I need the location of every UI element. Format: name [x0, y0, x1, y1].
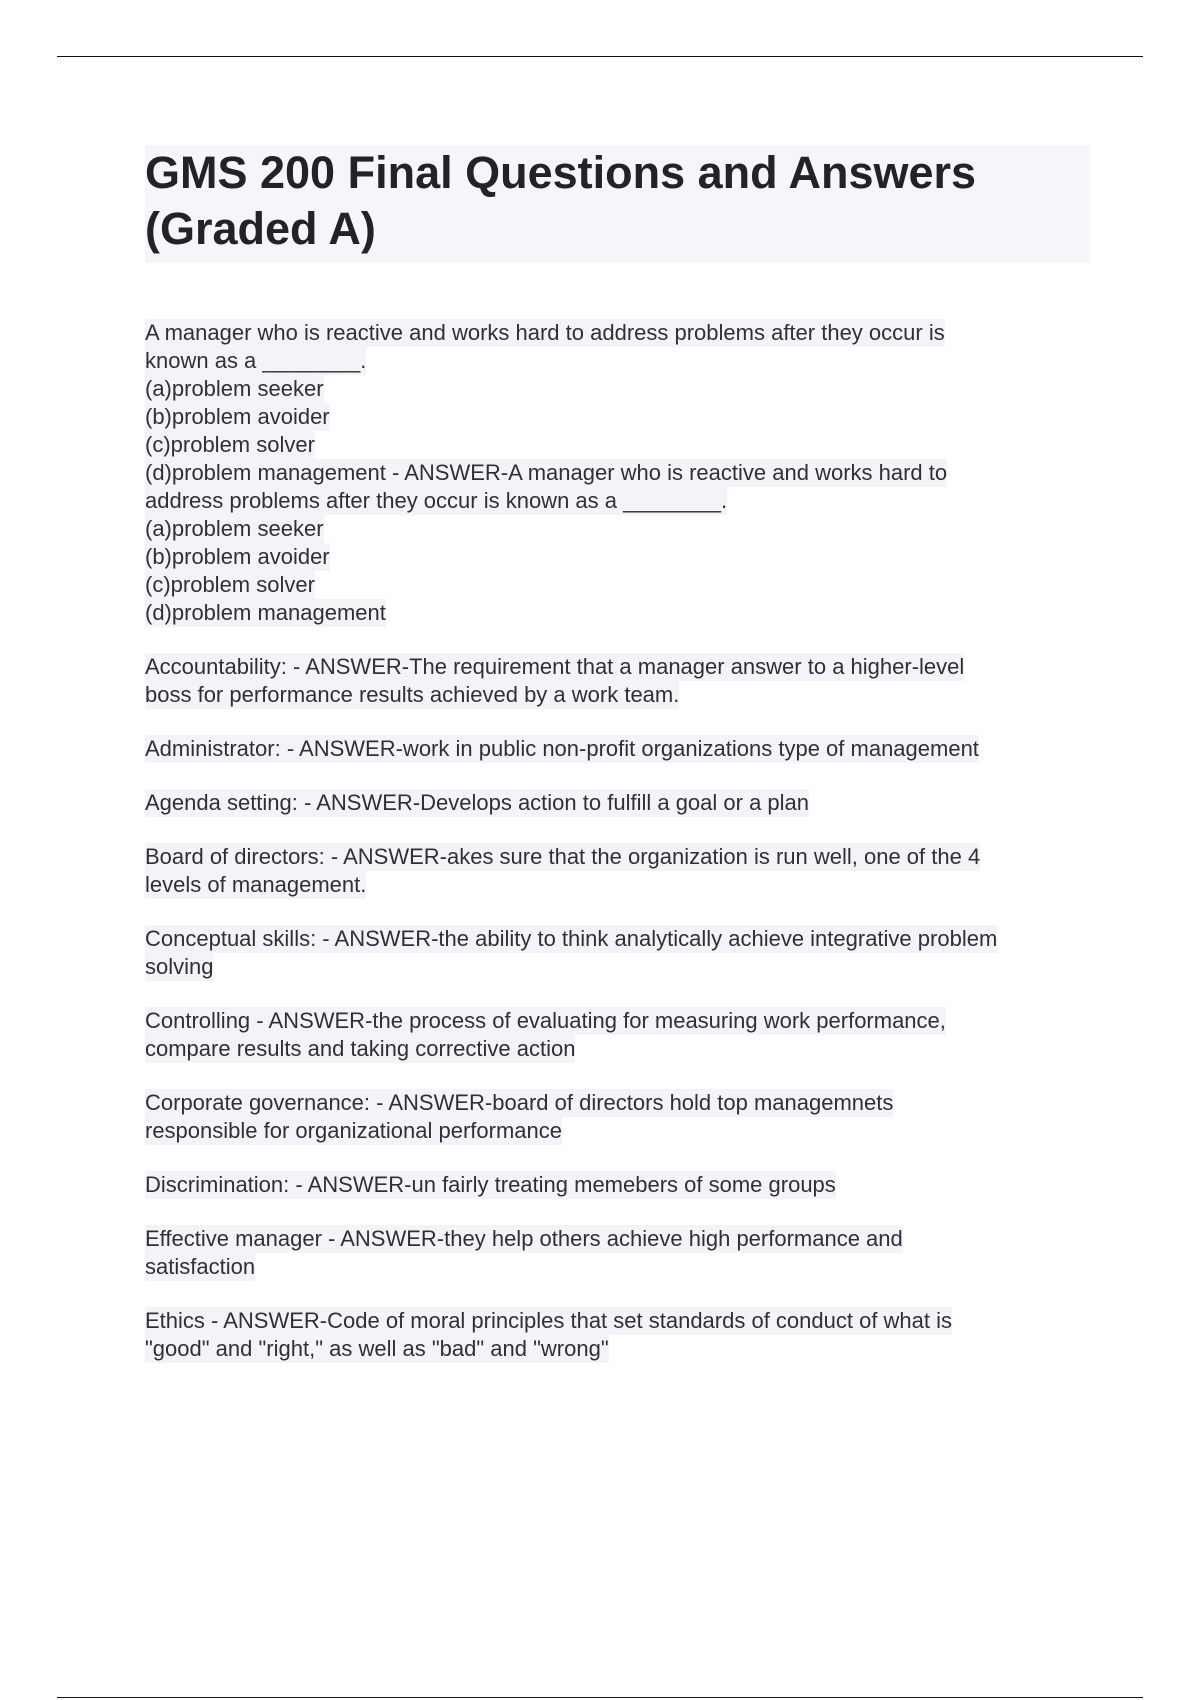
qa-text-line: (c)problem solver	[145, 572, 315, 597]
qa-text-line: Administrator: - ANSWER-work in public non-profit organizations type of management	[145, 736, 979, 761]
qa-entry-corporate-governance	[145, 1089, 1090, 1145]
qa-text-line: compare results and taking corrective action	[145, 1036, 576, 1061]
qa-text-line: (b)problem avoider	[145, 404, 330, 429]
qa-text-line: (a)problem seeker	[145, 376, 324, 401]
title-line: GMS 200 Final Questions and Answers	[145, 147, 977, 198]
qa-text-line: A manager who is reactive and works hard to address problems after they occur is	[145, 320, 945, 345]
qa-entry-agenda-setting	[145, 789, 1090, 817]
qa-row	[145, 1035, 1090, 1063]
qa-row	[145, 375, 1090, 403]
qa-text-line: "good" and "right," as well as "bad" and "wrong"	[145, 1336, 609, 1361]
qa-row	[145, 1117, 1090, 1145]
qa-text-line: (c)problem solver	[145, 432, 315, 457]
qa-text-line: Agenda setting: - ANSWER-Develops action to fulfill a goal or a plan	[145, 790, 810, 815]
qa-text-line: solving	[145, 954, 214, 979]
qa-row	[145, 1225, 1090, 1253]
qa-row	[145, 1335, 1090, 1363]
title-line: (Graded A)	[145, 203, 376, 254]
qa-row	[145, 653, 1090, 681]
qa-row	[145, 487, 1090, 515]
qa-row	[145, 953, 1090, 981]
qa-text-line: satisfaction	[145, 1254, 256, 1279]
qa-text-line: (a)problem seeker	[145, 516, 324, 541]
qa-row	[145, 403, 1090, 431]
qa-text-line: (b)problem avoider	[145, 544, 330, 569]
top-rule	[57, 56, 1143, 57]
qa-row	[145, 431, 1090, 459]
qa-entry-discrimination	[145, 1171, 1090, 1199]
qa-entry-administrator	[145, 735, 1090, 763]
qa-text-line: responsible for organizational performance	[145, 1118, 563, 1143]
qa-text-line: Ethics - ANSWER-Code of moral principles that set standards of conduct of what is	[145, 1308, 953, 1333]
qa-text-line: levels of management.	[145, 872, 367, 897]
qa-text-line: boss for performance results achieved by a work team.	[145, 682, 680, 707]
qa-text-line: Controlling - ANSWER-the process of evaluating for measuring work performance,	[145, 1008, 946, 1033]
qa-row	[145, 1089, 1090, 1117]
qa-entry-conceptual-skills	[145, 925, 1090, 981]
qa-row	[145, 599, 1090, 627]
bottom-rule	[57, 1697, 1143, 1698]
qa-row	[145, 681, 1090, 709]
qa-row	[145, 871, 1090, 899]
qa-row	[145, 925, 1090, 953]
qa-entry-ethics	[145, 1307, 1090, 1363]
qa-text-line: Corporate governance: - ANSWER-board of directors hold top managemnets	[145, 1090, 894, 1115]
qa-row	[145, 543, 1090, 571]
title-block	[145, 145, 1090, 263]
qa-row	[145, 1171, 1090, 1199]
qa-entry-board-of-directors	[145, 843, 1090, 899]
qa-text-line: known as a ________.	[145, 348, 367, 373]
qa-entry-effective-manager	[145, 1225, 1090, 1281]
qa-text-line: Conceptual skills: - ANSWER-the ability to think analytically achieve integrative problem	[145, 926, 998, 951]
qa-text-line: (d)problem management	[145, 600, 386, 625]
qa-row	[145, 319, 1090, 347]
document-body	[145, 145, 1090, 1389]
qa-list	[145, 319, 1090, 1363]
qa-entry-q1	[145, 319, 1090, 627]
qa-text-line: address problems after they occur is known as a ________.	[145, 488, 728, 513]
qa-text-line: Accountability: - ANSWER-The requirement that a manager answer to a higher-level	[145, 654, 965, 679]
qa-text-line: Effective manager - ANSWER-they help others achieve high performance and	[145, 1226, 903, 1251]
qa-row	[145, 459, 1090, 487]
qa-text-line: Board of directors: - ANSWER-akes sure that the organization is run well, one of the 4	[145, 844, 981, 869]
qa-entry-accountability	[145, 653, 1090, 709]
qa-row	[145, 789, 1090, 817]
qa-row	[145, 1307, 1090, 1335]
qa-text-line: (d)problem management - ANSWER-A manager who is reactive and works hard to	[145, 460, 948, 485]
document-title	[145, 145, 1090, 257]
qa-row	[145, 843, 1090, 871]
qa-row	[145, 515, 1090, 543]
qa-row	[145, 1007, 1090, 1035]
qa-text-line: Discrimination: - ANSWER-un fairly treating memebers of some groups	[145, 1172, 836, 1197]
qa-row	[145, 347, 1090, 375]
qa-entry-controlling	[145, 1007, 1090, 1063]
qa-row	[145, 1253, 1090, 1281]
qa-row	[145, 735, 1090, 763]
qa-row	[145, 571, 1090, 599]
